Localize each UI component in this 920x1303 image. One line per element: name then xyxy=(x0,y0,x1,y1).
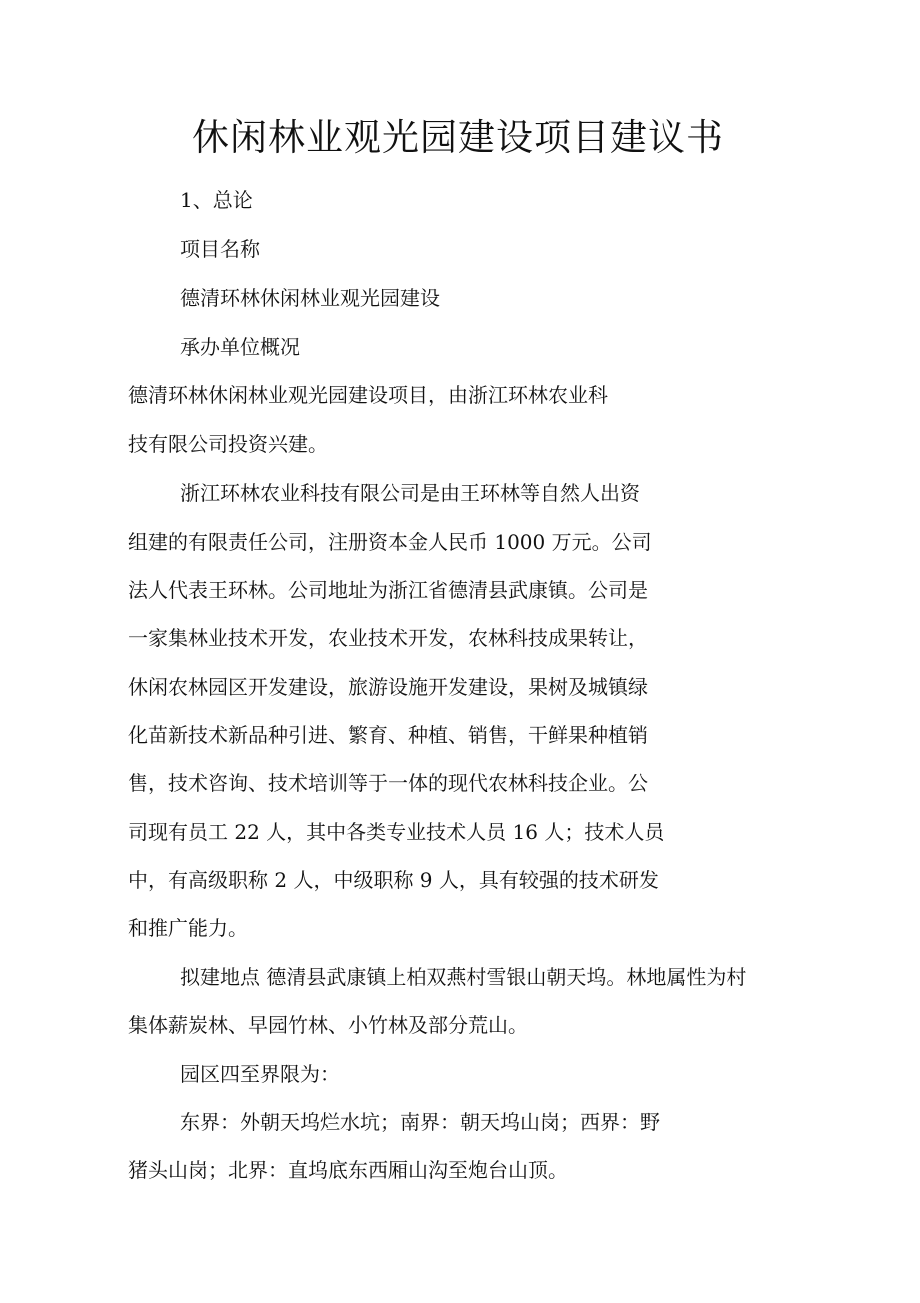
boundary-line: 东界：外朝天坞烂水坑；南界：朝天坞山岗；西界：野 xyxy=(180,1110,660,1134)
paragraph-line: 司现有员工 22 人，其中各类专业技术人员 16 人；技术人员 xyxy=(128,820,665,844)
section-heading-general: 1、总论 xyxy=(180,188,253,212)
location-line: 拟建地点 德清县武康镇上柏双燕村雪银山朝天坞。林地属性为村 xyxy=(180,965,747,989)
paragraph-line: 一家集林业技术开发，农业技术开发，农林科技成果转让， xyxy=(128,626,648,650)
paragraph-line: 德清环林休闲林业观光园建设项目，由浙江环林农业科 xyxy=(128,383,608,407)
paragraph-line: 法人代表王环林。公司地址为浙江省德清县武康镇。公司是 xyxy=(128,578,648,602)
label-project-name: 项目名称 xyxy=(180,237,260,261)
paragraph-line: 组建的有限责任公司，注册资本金人民币 1000 万元。公司 xyxy=(128,530,652,554)
project-name-value: 德清环林休闲林业观光园建设 xyxy=(180,286,440,310)
location-line: 集体薪炭林、早园竹林、小竹林及部分荒山。 xyxy=(128,1013,528,1037)
paragraph-line: 化苗新技术新品种引进、繁育、种植、销售，干鲜果种植销 xyxy=(128,723,648,747)
paragraph-line: 休闲农林园区开发建设，旅游设施开发建设，果树及城镇绿 xyxy=(128,675,648,699)
paragraph-line: 中，有高级职称 2 人，中级职称 9 人，具有较强的技术研发 xyxy=(128,868,659,892)
paragraph-line: 技有限公司投资兴建。 xyxy=(128,432,328,456)
paragraph-line: 售，技术咨询、技术培训等于一体的现代农林科技企业。公 xyxy=(128,771,648,795)
paragraph-line: 浙江环林农业科技有限公司是由王环林等自然人出资 xyxy=(180,481,640,505)
document-title: 休闲林业观光园建设项目建议书 xyxy=(192,116,724,159)
boundary-line: 猪头山岗；北界：直坞底东西厢山沟至炮台山顶。 xyxy=(128,1158,568,1182)
label-park-boundaries: 园区四至界限为： xyxy=(180,1062,340,1086)
label-undertaker-overview: 承办单位概况 xyxy=(180,335,300,359)
paragraph-line: 和推广能力。 xyxy=(128,916,248,940)
